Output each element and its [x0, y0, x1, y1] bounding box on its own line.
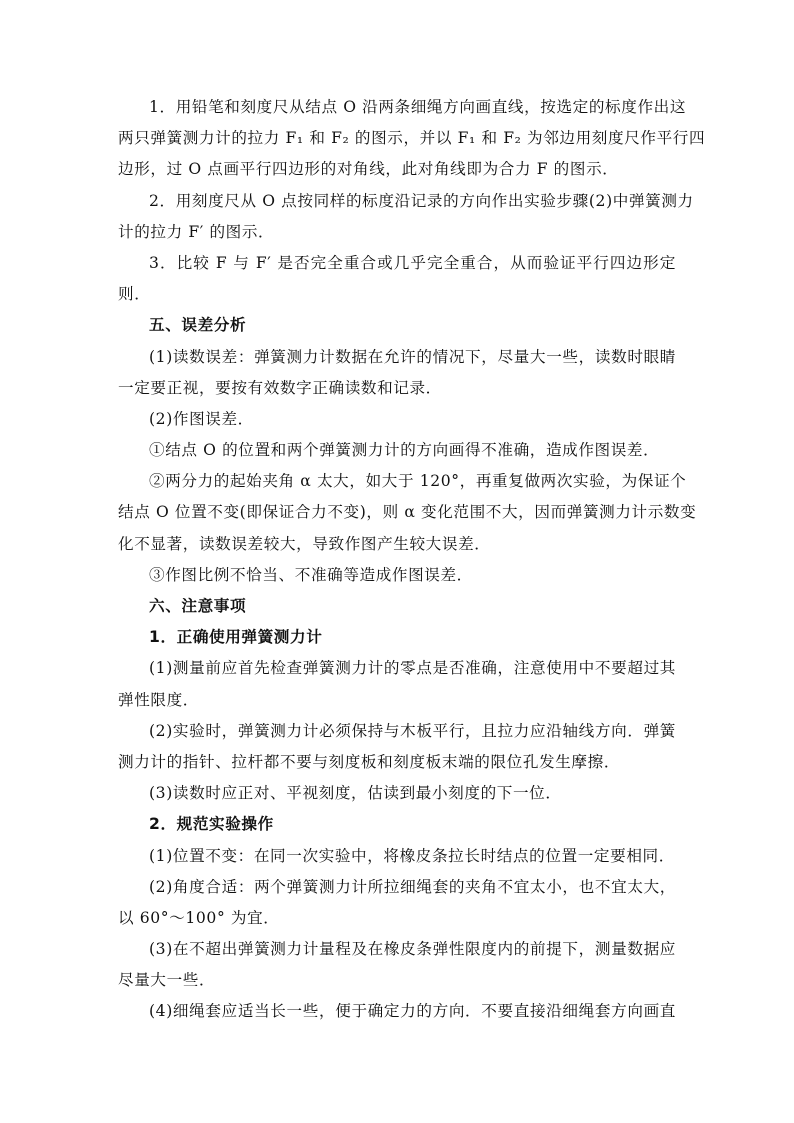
section-heading: 五、误差分析 — [149, 316, 247, 335]
text-line: ①结点 O 的位置和两个弹簧测力计的方向画得不准确，造成作图误差． — [149, 441, 660, 460]
text-line: (1)测量前应首先检查弹簧测力计的零点是否准确，注意使用中不要超过其 — [149, 659, 676, 678]
text-line: 弹性限度． — [118, 690, 199, 709]
text-line: 尽量大一些． — [118, 971, 216, 990]
text-line: (3)在不超出弹簧测力计量程及在橡皮条弹性限度内的前提下，测量数据应 — [149, 940, 676, 959]
text-line: (3)读数时应正对、平视刻度，估读到最小刻度的下一位． — [149, 784, 562, 803]
text-line: (2)角度合适：两个弹簧测力计所拉细绳套的夹角不宜太小，也不宜太大， — [149, 877, 676, 896]
document-page — [118, 92, 706, 1028]
text-line: 一定要正视，要按有效数字正确读数和记录． — [118, 378, 442, 397]
text-line: (1)位置不变：在同一次实验中，将橡皮条拉长时结点的位置一定要相同． — [149, 846, 675, 865]
text-line: (2)作图误差． — [149, 409, 254, 428]
text-line: 3．比较 F 与 F′ 是否完全重合或几乎完全重合，从而验证平行四边形定 — [149, 253, 676, 272]
text-line: ③作图比例不恰当、不准确等造成作图误差． — [149, 565, 473, 584]
text-line: (4)细绳套应适当长一些，便于确定力的方向．不要直接沿细绳套方向画直 — [149, 1002, 676, 1021]
text-line: 计的拉力 F′ 的图示． — [118, 222, 275, 241]
text-line: 化不显著，读数误差较大，导致作图产生较大误差． — [118, 534, 491, 553]
text-line: 两只弹簧测力计的拉力 F₁ 和 F₂ 的图示，并以 F₁ 和 F₂ 为邻边用刻度尺作平行四 — [118, 129, 706, 148]
subsection-heading: 1．正确使用弹簧测力计 — [149, 628, 323, 647]
text-line: 1．用铅笔和刻度尺从结点 O 沿两条细绳方向画直线，按选定的标度作出这 — [149, 98, 687, 116]
text-line: (1)读数误差：弹簧测力计数据在允许的情况下，尽量大一些，读数时眼睛 — [149, 347, 676, 366]
text-line: 以 60°～100° 为宜． — [118, 908, 280, 927]
subsection-heading: 2．规范实验操作 — [149, 815, 274, 834]
text-line: 则． — [118, 285, 151, 304]
text-line: ②两分力的起始夹角 α 太大，如大于 120°，再重复做两次实验，为保证个 — [149, 472, 687, 491]
text-line: 结点 O 位置不变(即保证合力不变)，则 α 变化范围不大，因而弹簧测力计示数变 — [118, 503, 697, 522]
section-heading: 六、注意事项 — [149, 597, 247, 615]
text-line: 测力计的指针、拉杆都不要与刻度板和刻度板末端的限位孔发生摩擦． — [118, 752, 621, 771]
text-line: (2)实验时，弹簧测力计必须保持与木板平行，且拉力应沿轴线方向．弹簧 — [149, 721, 676, 740]
text-line: 边形，过 O 点画平行四边形的对角线，此对角线即为合力 F 的图示． — [118, 160, 619, 179]
text-line: 2．用刻度尺从 O 点按同样的标度沿记录的方向作出实验步骤(2)中弹簧测力 — [149, 191, 694, 210]
